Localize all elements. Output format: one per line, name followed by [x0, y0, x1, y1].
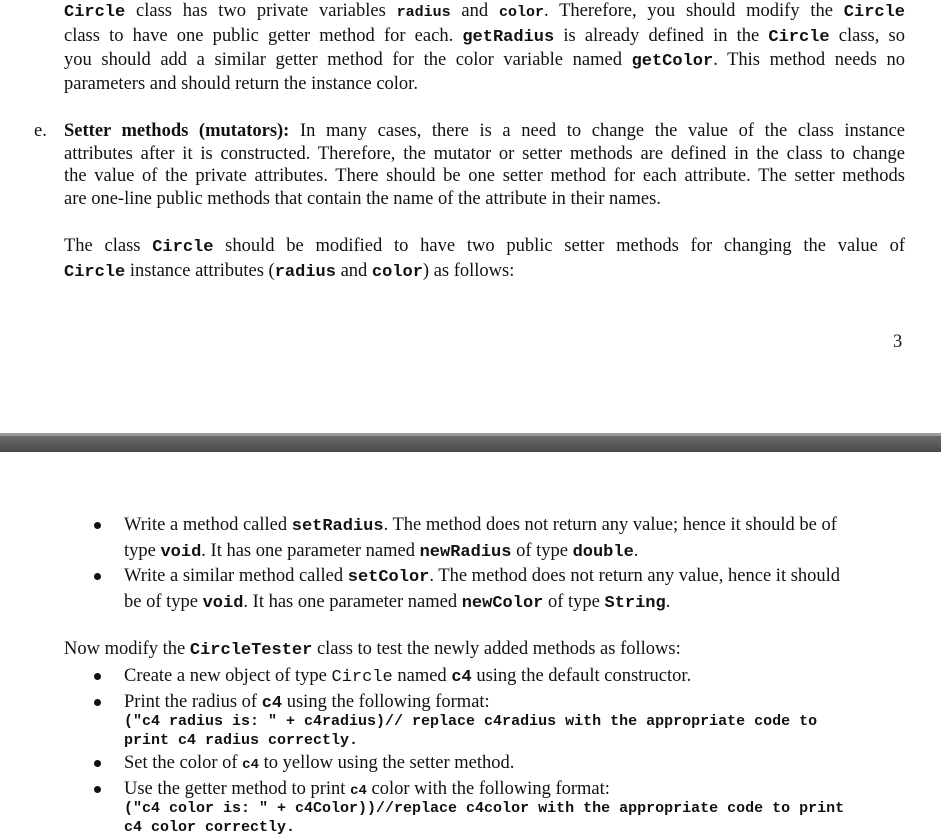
code-term: radius — [396, 4, 451, 21]
code-term: c4 — [242, 757, 259, 773]
code-snippet-line: c4 color correctly. — [124, 819, 296, 836]
list-item: Write a method called setRadius. The method does not return any value; hence it should be of — [124, 515, 837, 536]
code-term: void — [160, 543, 202, 562]
list-item: Print the radius of c4 using the following format: — [124, 692, 490, 713]
list-item: Set the color of c4 to yellow using the setter method. — [124, 753, 515, 773]
code-term: setRadius — [291, 517, 384, 536]
code-term: newRadius — [419, 543, 512, 562]
bullet-icon — [94, 786, 104, 796]
code-term: getRadius — [462, 28, 555, 47]
bullet-icon — [94, 573, 104, 583]
code-term: getColor — [631, 52, 714, 71]
paragraph-line: Now modify the CircleTester class to test the newly added methods as follows: — [64, 639, 681, 660]
code-snippet-line: ("c4 radius is: " + c4radius)// replace c4radius with the appropriate code to — [124, 713, 818, 730]
code-term: double — [572, 543, 634, 562]
code-term: Circle — [64, 263, 126, 282]
paragraph-line: The class Circle should be modified to have two public setter methods for changing the value of — [64, 236, 905, 257]
code-term: color — [498, 4, 544, 21]
bullet-icon — [94, 522, 104, 532]
code-term: setColor — [347, 568, 430, 587]
code-term: c4 — [261, 694, 283, 713]
code-term: Circle — [152, 238, 214, 257]
list-marker: e. — [34, 121, 47, 141]
bullet-icon — [94, 673, 104, 683]
code-term: c4 — [451, 668, 472, 687]
code-term: CircleTester — [189, 641, 313, 660]
paragraph-line: parameters and should return the instance color. — [64, 74, 418, 94]
list-item: Use the getter method to print c4 color with the following format: — [124, 779, 610, 799]
code-term: Circle — [768, 28, 830, 47]
paragraph-line: Circle instance attributes (radius and color) as follows: — [64, 261, 515, 282]
code-term: c4 — [350, 783, 367, 799]
paragraph-line: Setter methods (mutators): In many cases, there is a need to change the value of the class instance — [64, 121, 905, 141]
code-term: color — [371, 263, 423, 282]
code-term: void — [202, 594, 244, 613]
paragraph-line: are one-line public methods that contain the name of the attribute in their names. — [64, 189, 661, 209]
bullet-icon — [94, 760, 104, 770]
page-break-bar — [0, 436, 941, 452]
code-term: String — [604, 594, 666, 613]
bullet-icon — [94, 699, 104, 709]
section-heading: Setter methods (mutators): — [64, 121, 290, 141]
code-term: radius — [274, 263, 336, 282]
paragraph-line: the value of the private attributes. There should be one setter method for each attribute. The setter methods — [64, 166, 905, 186]
list-item-continuation: type void. It has one parameter named newRadius of type double. — [124, 541, 639, 562]
page-number: 3 — [893, 332, 903, 352]
list-item: Create a new object of type Circle named c4 using the default constructor. — [124, 666, 692, 687]
paragraph-line: attributes after it is constructed. Therefore, the mutator or setter methods are defined in the class to change — [64, 144, 905, 164]
code-term: Circle — [843, 3, 906, 22]
code-term: Circle — [64, 3, 126, 22]
code-term: Circle — [331, 668, 393, 687]
paragraph-line: Circle class has two private variables radius and color. Therefore, you should modify the Circle — [64, 1, 906, 22]
list-item-continuation: be of type void. It has one parameter named newColor of type String. — [124, 592, 671, 613]
list-item: Write a similar method called setColor. The method does not return any value, hence it should — [124, 566, 841, 587]
code-snippet-line: ("c4 color is: " + c4Color))//replace c4color with the appropriate code to print — [124, 800, 845, 817]
code-term: newColor — [461, 594, 544, 613]
paragraph-line: class to have one public getter method for each. getRadius is already defined in the Circle class, so — [64, 26, 905, 47]
code-snippet-line: print c4 radius correctly. — [124, 732, 359, 749]
paragraph-line: you should add a similar getter method for the color variable named getColor. This method needs no — [64, 50, 905, 71]
